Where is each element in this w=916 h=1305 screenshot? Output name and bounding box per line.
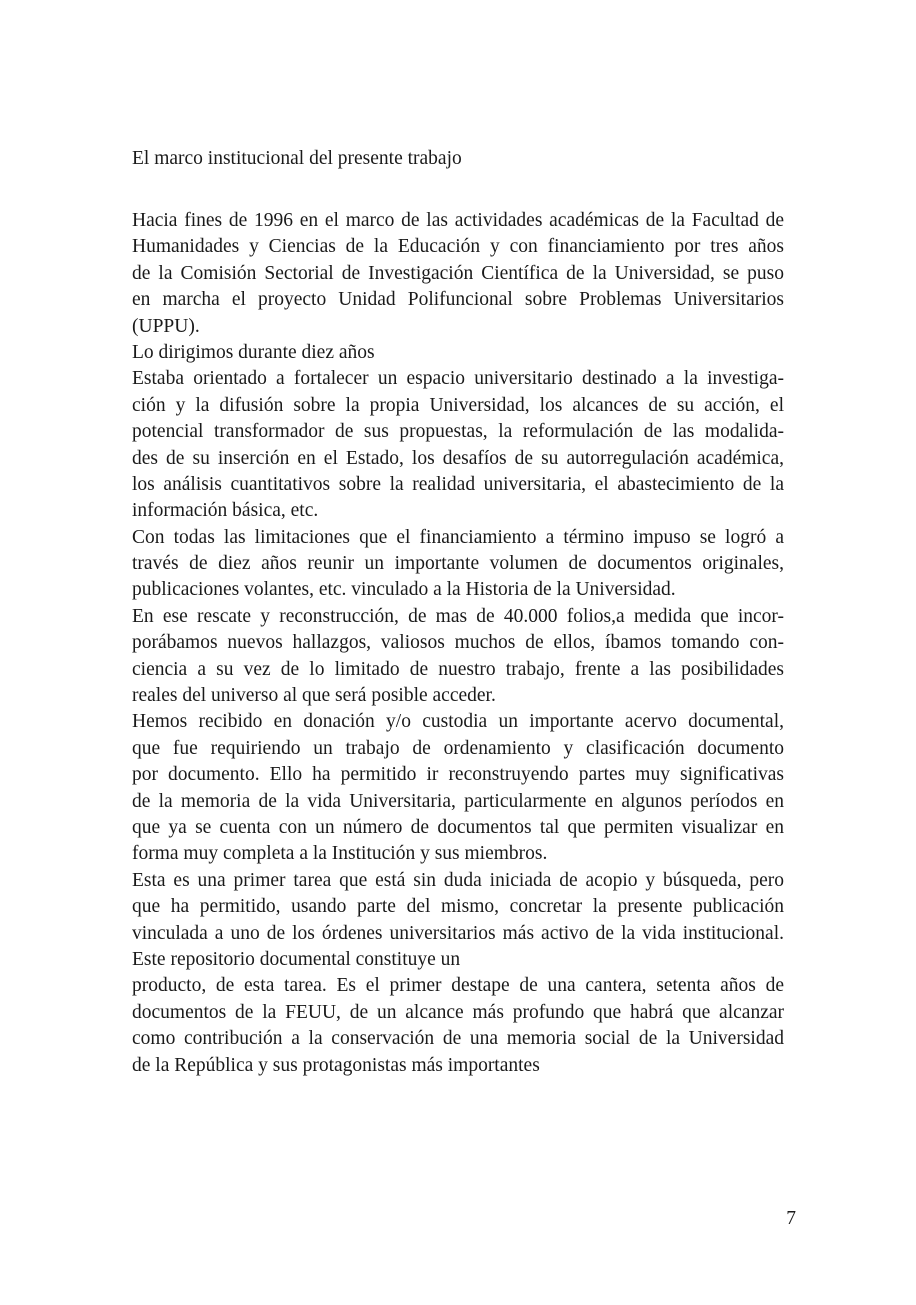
text-line: Hemos recibido en donación y/o custodia un importante acervo documental,	[132, 711, 784, 733]
text-line: que ya se cuenta con un número de documentos tal que permiten visualizar en	[132, 816, 784, 838]
text-line: de la memoria de la vida Universitaria, particularmente en algunos períodos en	[132, 790, 784, 812]
text-line: Hacia fines de 1996 en el marco de las actividades académicas de la Facultad de	[132, 210, 784, 231]
text-line: Lo dirigimos durante diez años	[132, 341, 375, 363]
text-line: ción y la difusión sobre la propia Universidad, los alcances de su acción, el	[132, 394, 784, 416]
text-line: los análisis cuantitativos sobre la realidad universitaria, el abastecimiento de la	[132, 473, 784, 495]
text-line: forma muy completa a la Institución y sus miembros.	[132, 843, 548, 865]
text-line: de la República y sus protagonistas más importantes	[132, 1054, 540, 1076]
body-text	[132, 208, 784, 1079]
text-line: Estaba orientado a fortalecer un espacio universitario destinado a la investiga-	[132, 368, 784, 390]
text-line: porábamos nuevos hallazgos, valiosos muchos de ellos, íbamos tomando con-	[132, 632, 784, 654]
section-heading: El marco institucional del presente trabajo	[132, 148, 462, 169]
text-line: potencial transformador de sus propuestas, la reformulación de las modalida-	[132, 421, 784, 443]
text-line: documentos de la FEUU, de un alcance más profundo que habrá que alcanzar	[132, 1001, 784, 1023]
text-line: información básica, etc.	[132, 500, 319, 522]
text-line: vinculada a uno de los órdenes universitarios más activo de la vida institucional.	[132, 922, 784, 944]
text-line: (UPPU).	[132, 315, 200, 337]
text-line: Humanidades y Ciencias de la Educación y con financiamiento por tres años	[132, 236, 784, 258]
text-line: que fue requiriendo un trabajo de ordenamiento y clasificación documento	[132, 737, 784, 759]
text-line: por documento. Ello ha permitido ir reconstruyendo partes muy significativas	[132, 764, 784, 786]
text-line: de la Comisión Sectorial de Investigación Científica de la Universidad, se puso	[132, 262, 784, 284]
text-line: que ha permitido, usando parte del mismo, concretar la presente publicación	[132, 896, 784, 918]
text-line: producto, de esta tarea. Es el primer destape de una cantera, setenta años de	[132, 975, 784, 997]
text-line: ciencia a su vez de lo limitado de nuestro trabajo, frente a las posibilidades	[132, 658, 784, 680]
text-line: través de diez años reunir un importante volumen de documentos originales,	[132, 553, 784, 575]
text-line: Este repositorio documental constituye un	[132, 948, 461, 970]
text-line: En ese rescate y reconstrucción, de mas de 40.000 folios,a medida que incor-	[132, 605, 784, 627]
text-line: des de su inserción en el Estado, los desafíos de su autorregulación académica,	[132, 447, 784, 469]
page-number: 7	[786, 1208, 796, 1229]
text-line: Con todas las limitaciones que el financiamiento a término impuso se logró a	[132, 526, 784, 548]
text-line: en marcha el proyecto Unidad Polifuncional sobre Problemas Universitarios	[132, 289, 784, 311]
text-line: publicaciones volantes, etc. vinculado a la Historia de la Universidad.	[132, 579, 676, 601]
text-line: como contribución a la conservación de una memoria social de la Universidad	[132, 1028, 784, 1050]
text-line: reales del universo al que será posible acceder.	[132, 685, 496, 707]
text-line: Esta es una primer tarea que está sin duda iniciada de acopio y búsqueda, pero	[132, 869, 784, 891]
